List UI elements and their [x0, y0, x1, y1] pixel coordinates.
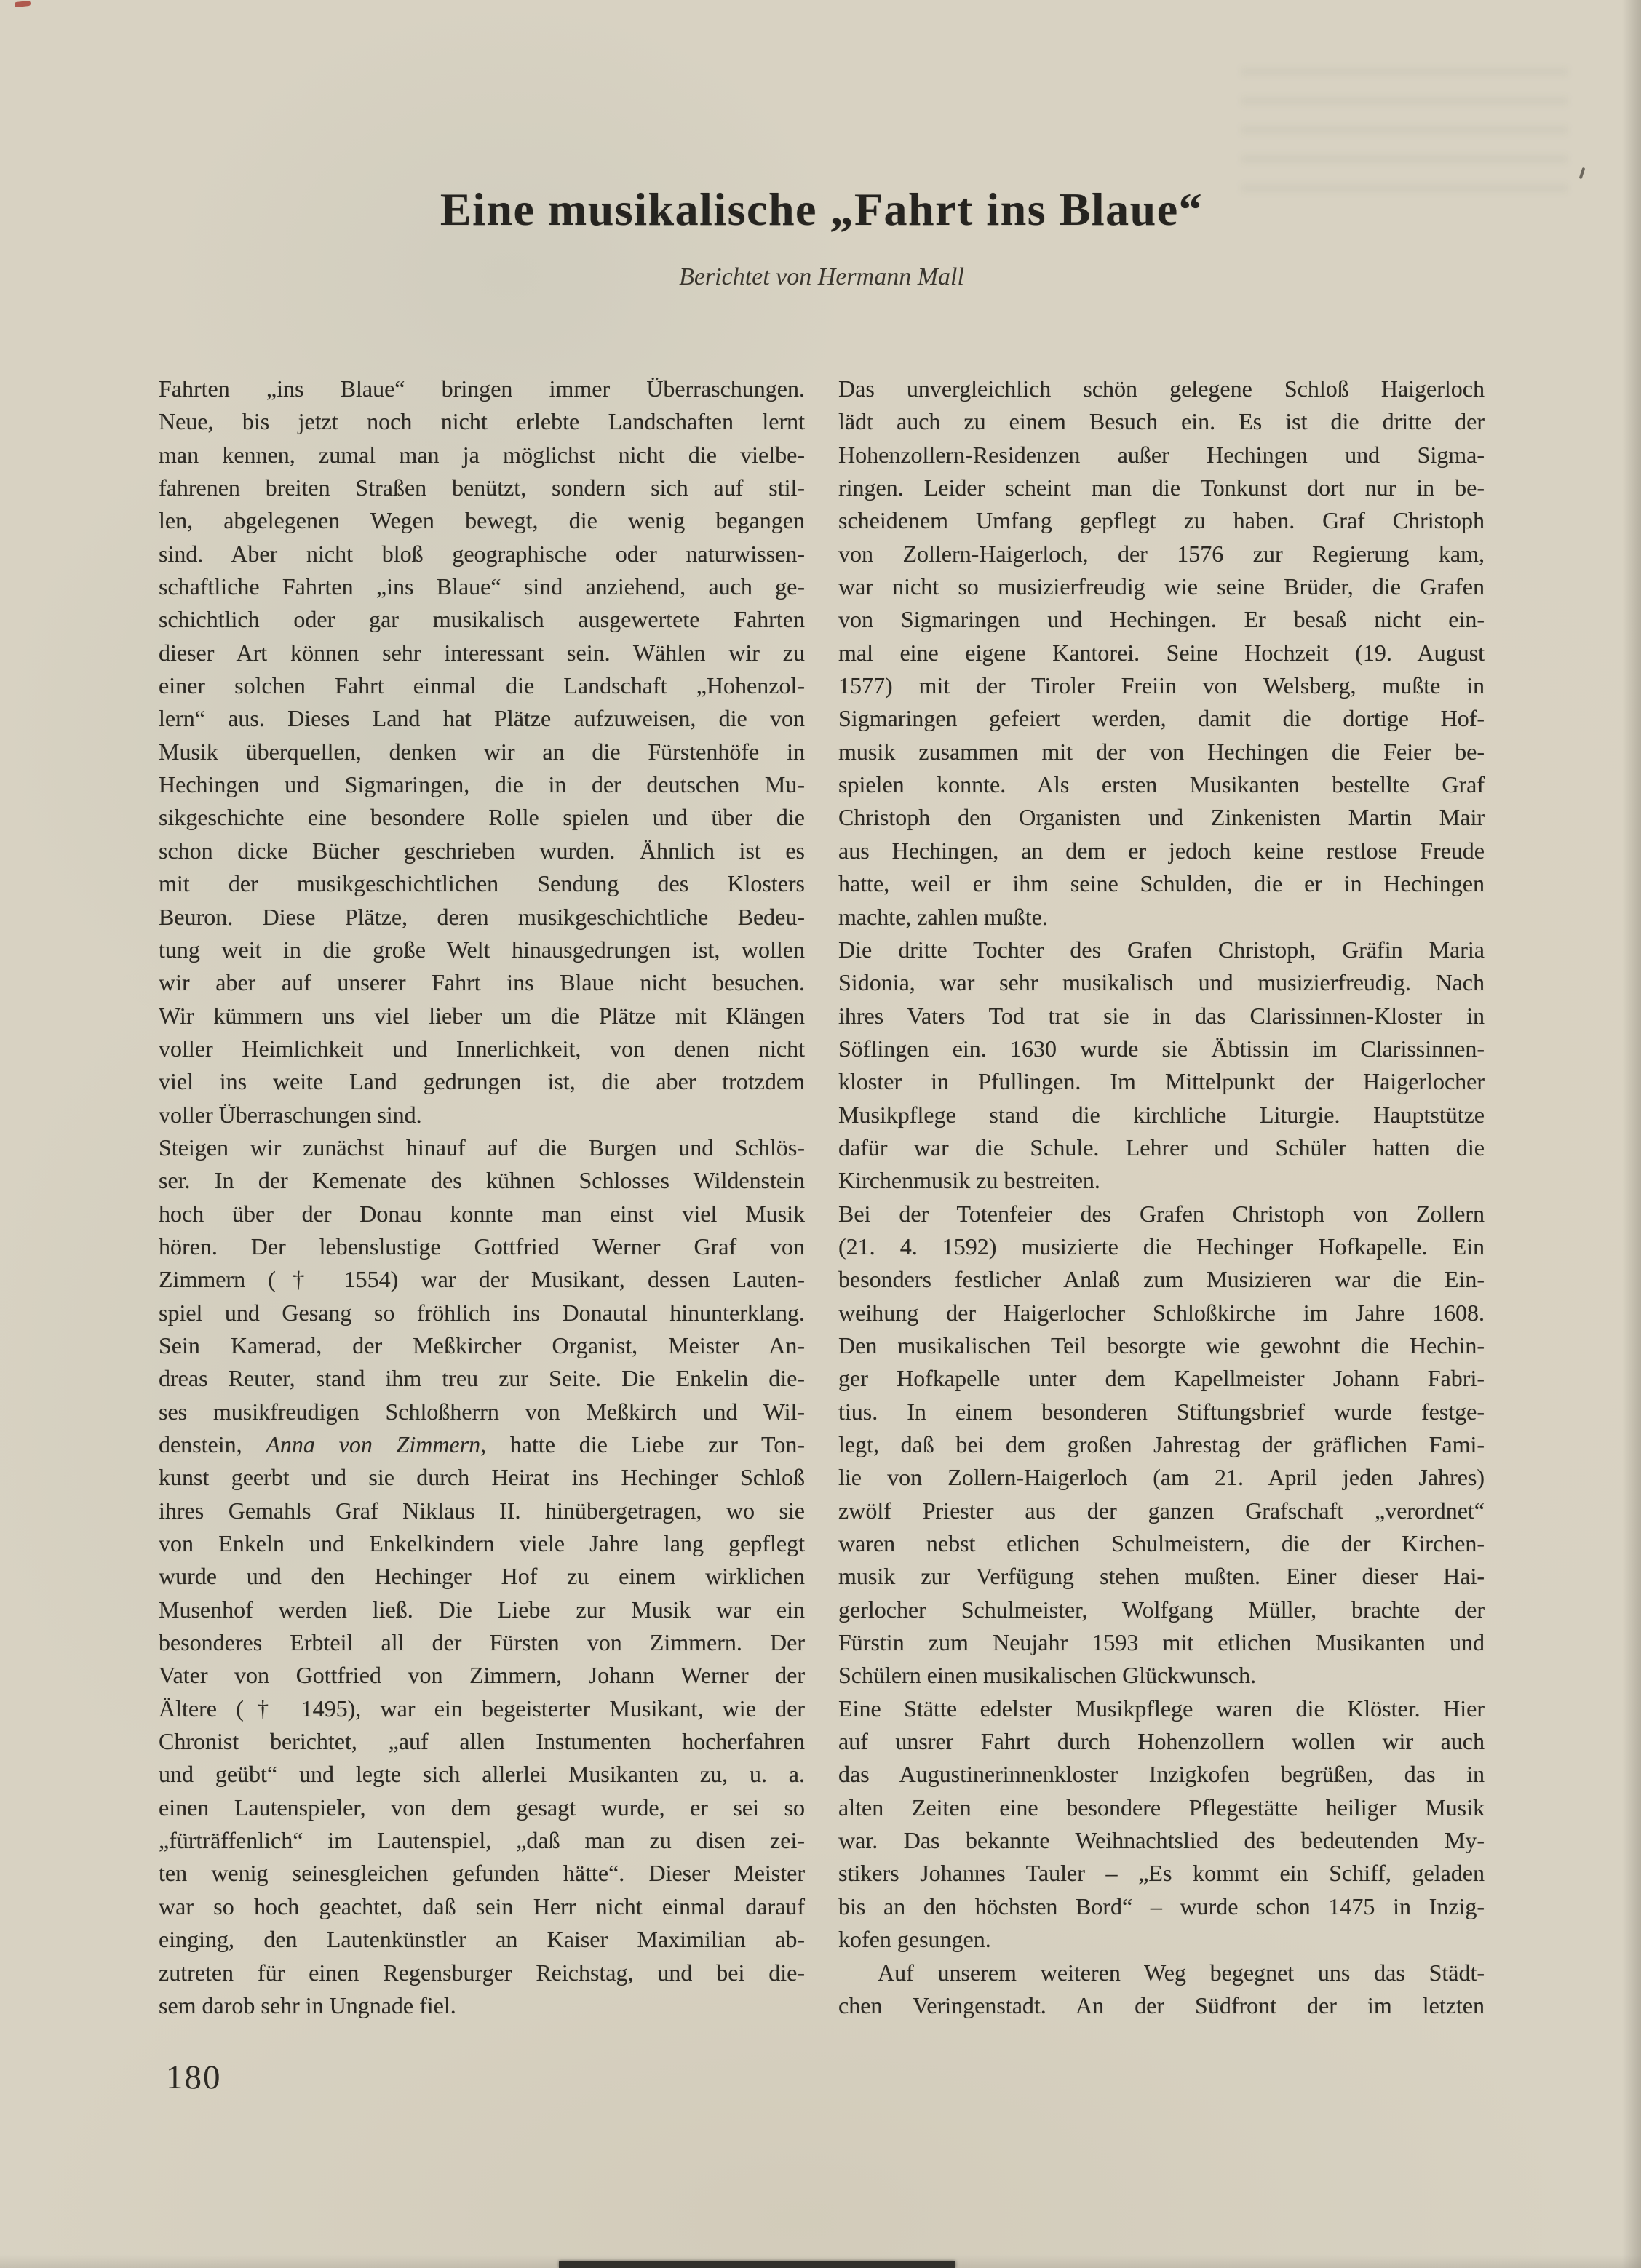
text-line: Auf unserem weiteren Weg begegnet uns das Städt- [878, 1959, 1485, 1986]
text-line: (21. 4. 1592) musizierte die Hechinger Hofkapelle. Ein [838, 1233, 1485, 1260]
text-line: besonderes Erbteil all der Fürsten von Zimmern. Der [159, 1629, 805, 1656]
text-line: dreas Reuter, stand ihm treu zur Seite. Die Enkelin die- [159, 1365, 805, 1392]
text-line: Sein Kamerad, der Meßkircher Organist, Meister An- [159, 1332, 805, 1358]
text-line: ses musikfreudigen Schloßherrn von Meßkirch und Wil- [159, 1398, 805, 1425]
text-line: einer solchen Fahrt einmal die Landschaft „Hohenzol- [159, 672, 805, 699]
text-line: das Augustinerinnenkloster Inzigkofen begrüßen, das in [838, 1761, 1485, 1788]
text-line: waren nebst etlichen Schulmeistern, die der Kirchen- [838, 1530, 1485, 1557]
text-line: musik zusammen mit der von Hechingen die Feier be- [838, 738, 1485, 765]
text-line: bis an den höchsten Bord“ – wurde schon 1475 in Inzig- [838, 1893, 1485, 1919]
text-line: Hechingen und Sigmaringen, die in der deutschen Mu- [159, 771, 805, 798]
text-line: war nicht so musizierfreudig wie seine Brüder, die Grafen [838, 573, 1485, 600]
text-line: von Enkeln und Enkelkindern viele Jahre lang gepflegt [159, 1530, 805, 1557]
text-line: Neue, bis jetzt noch nicht erlebte Landschaften lernt [159, 408, 805, 435]
text-line: zwölf Priester aus der ganzen Grafschaft „verordnet“ [838, 1497, 1485, 1524]
text-line: legt, daß bei dem großen Jahrestag der gräflichen Fami- [838, 1431, 1485, 1457]
text-line: lie von Zollern-Haigerloch (am 21. April jeden Jahres) [838, 1464, 1485, 1491]
text-line: Die dritte Tochter des Grafen Christoph, Gräfin Maria [838, 936, 1485, 963]
text-line: Sigmaringen gefeiert werden, damit die dortige Hof- [838, 705, 1485, 732]
text-line: Zimmern († 1554) war der Musikant, dessen Lauten- [159, 1266, 805, 1293]
text-line: Fürstin zum Neujahr 1593 mit etlichen Musikanten und [838, 1629, 1485, 1656]
article-title: Eine musikalische „Fahrt ins Blaue“ [440, 183, 1204, 235]
text-line: war. Das bekannte Weihnachtslied des bedeutenden My- [838, 1827, 1485, 1854]
text-line: von Zollern-Haigerloch, der 1576 zur Regierung kam, [838, 540, 1485, 567]
text-line: alten Zeiten eine besondere Pflegestätte heiliger Musik [838, 1794, 1485, 1821]
text-line: fahrenen breiten Straßen benützt, sondern sich auf stil- [159, 474, 805, 501]
text-line: 1577) mit der Tiroler Freiin von Welsberg, mußte in [838, 672, 1485, 699]
text-line: dafür war die Schule. Lehrer und Schüler hatten die [838, 1134, 1485, 1161]
article-byline: Berichtet von Hermann Mall [679, 263, 964, 290]
text-line: tius. In einem besonderen Stiftungsbrief wurde festge- [838, 1398, 1485, 1425]
text-line: wir aber auf unserer Fahrt ins Blaue nicht besuchen. [159, 969, 805, 996]
text-line: lern“ aus. Dieses Land hat Plätze aufzuweisen, die von [159, 705, 805, 732]
text-line: zutreten für einen Regensburger Reichstag, und bei die- [159, 1959, 805, 1986]
text-line: Den musikalischen Teil besorgte wie gewohnt die Hechin- [838, 1332, 1485, 1358]
text-line: besonders festlicher Anlaß zum Musizieren war die Ein- [838, 1266, 1485, 1293]
text-line: mal eine eigene Kantorei. Seine Hochzeit (19. August [838, 639, 1485, 666]
page-number: 180 [166, 2058, 222, 2096]
text-line: chen Veringenstadt. An der Südfront der im letzten [838, 1992, 1485, 2018]
text-line: Ältere († 1495), war ein begeisterter Musikant, wie der [159, 1695, 805, 1722]
text-line: hören. Der lebenslustige Gottfried Werner Graf von [159, 1233, 805, 1260]
text-line: und geübt“ und legte sich allerlei Musikanten zu, u. a. [159, 1761, 805, 1788]
text-line: Sidonia, war sehr musikalisch und musizierfreudig. Nach [838, 969, 1485, 996]
text-line: spielen konnte. Als ersten Musikanten bestellte Graf [838, 771, 1485, 798]
text-line: ten wenig seinesgleichen gefunden hätte“. Dieser Meister [159, 1860, 805, 1887]
text-line: len, abgelegenen Wegen bewegt, die wenig begangen [159, 507, 805, 534]
text-line: Bei der Totenfeier des Grafen Christoph von Zollern [838, 1200, 1485, 1227]
showthrough-text-ghost [1241, 67, 1568, 194]
text-line: Chronist berichtet, „auf allen Instumenten hocherfahren [159, 1728, 805, 1755]
text-line: aus Hechingen, an dem er jedoch keine restlose Freude [838, 837, 1485, 864]
text-line: hatte, weil er ihm seine Schulden, die er in Hechingen [838, 870, 1485, 897]
text-line: kloster in Pfullingen. Im Mittelpunkt der Haigerlocher [838, 1068, 1485, 1095]
text-line: spiel und Gesang so fröhlich ins Donautal hinunterklang. [159, 1299, 805, 1326]
text-line: dieser Art können sehr interessant sein. Wählen wir zu [159, 639, 805, 666]
text-line: schaftliche Fahrten „ins Blaue“ sind anziehend, auch ge- [159, 573, 805, 600]
text-line: Fahrten „ins Blaue“ bringen immer Überraschungen. [159, 375, 805, 402]
text-line: tung weit in die große Welt hinausgedrungen ist, wollen [159, 936, 805, 963]
text-line: schon dicke Bücher geschrieben wurden. Ähnlich ist es [159, 837, 805, 864]
text-line: Söflingen ein. 1630 wurde sie Äbtissin im Clarissinnen- [838, 1035, 1485, 1062]
text-line: denstein, Anna von Zimmern, hatte die Liebe zur Ton- [159, 1431, 806, 1457]
text-line: ihres Gemahls Graf Niklaus II. hinübergetragen, wo sie [159, 1497, 805, 1524]
text-line: einen Lautenspieler, von dem gesagt wurde, er sei so [159, 1794, 805, 1821]
text-line: hoch über der Donau konnte man einst viel Musik [159, 1200, 805, 1227]
text-line: „fürträffenlich“ im Lautenspiel, „daß man zu disen zei- [159, 1827, 805, 1854]
text-line: mit der musikgeschichtlichen Sendung des Klosters [159, 870, 805, 897]
text-line: war so hoch geachtet, daß sein Herr nicht einmal darauf [159, 1893, 805, 1919]
scan-edge-artifact-bar [559, 2261, 955, 2268]
text-line: man kennen, zumal man ja möglichst nicht die vielbe- [159, 441, 805, 468]
text-line: Schülern einen musikalischen Glückwunsch. [838, 1662, 1257, 1689]
text-line: Musik überquellen, denken wir an die Fürstenhöfe in [159, 738, 805, 765]
text-line: Kirchenmusik zu bestreiten. [838, 1167, 1100, 1194]
text-line: sikgeschichte eine besondere Rolle spielen und über die [159, 804, 805, 831]
text-line: machte, zahlen mußte. [838, 903, 1048, 930]
red-ink-speck [15, 1, 31, 7]
text-line: gerlocher Schulmeister, Wolfgang Müller, brachte der [838, 1596, 1485, 1623]
text-line: schichtlich oder gar musikalisch ausgewertete Fahrten [159, 606, 805, 633]
text-line: kunst geerbt und sie durch Heirat ins Hechinger Schloß [159, 1464, 805, 1491]
text-line: lädt auch zu einem Besuch ein. Es ist die dritte der [838, 408, 1485, 435]
page-edge-shadow-right [1622, 0, 1641, 2268]
text-line: sind. Aber nicht bloß geographische oder naturwissen- [159, 540, 805, 567]
text-line: stikers Johannes Tauler – „Es kommt ein Schiff, geladen [838, 1860, 1485, 1887]
text-line: kofen gesungen. [838, 1926, 991, 1953]
text-column-left [159, 373, 805, 2022]
text-line: voller Überraschungen sind. [159, 1101, 422, 1128]
text-column-right [838, 373, 1485, 2022]
text-line: ger Hofkapelle unter dem Kapellmeister Johann Fabri- [838, 1365, 1485, 1392]
text-line: Christoph den Organisten und Zinkenisten Martin Mair [838, 804, 1485, 831]
text-line: von Sigmaringen und Hechingen. Er besaß nicht ein- [838, 606, 1485, 633]
text-line: Beuron. Diese Plätze, deren musikgeschichtliche Bedeu- [159, 903, 805, 930]
text-line: viel ins weite Land gedrungen ist, die aber trotzdem [159, 1068, 805, 1095]
text-line: Steigen wir zunächst hinauf auf die Burgen und Schlös- [159, 1134, 805, 1161]
text-line: scheidenem Umfang gepflegt zu haben. Graf Christoph [838, 507, 1485, 534]
text-line: ser. In der Kemenate des kühnen Schlosses Wildenstein [159, 1167, 805, 1194]
text-line: musik zur Verfügung stehen mußten. Einer dieser Hai- [838, 1563, 1485, 1590]
text-line: wurde und den Hechinger Hof zu einem wirklichen [159, 1563, 805, 1590]
pen-mark [1579, 167, 1586, 179]
text-line: Vater von Gottfried von Zimmern, Johann Werner der [159, 1662, 805, 1689]
text-line: Das unvergleichlich schön gelegene Schloß Haigerloch [838, 375, 1485, 402]
text-line: einging, den Lautenkünstler an Kaiser Maximilian ab- [159, 1926, 805, 1953]
text-line: Hohenzollern-Residenzen außer Hechingen und Sigma- [838, 441, 1485, 468]
text-line: Wir kümmern uns viel lieber um die Plätze mit Klängen [159, 1002, 805, 1029]
text-line: Eine Stätte edelster Musikpflege waren die Klöster. Hier [838, 1695, 1485, 1722]
text-line: auf unsrer Fahrt durch Hohenzollern wollen wir auch [838, 1728, 1485, 1755]
text-line: ihres Vaters Tod trat sie in das Clarissinnen-Kloster in [838, 1002, 1485, 1029]
text-line: weihung der Haigerlocher Schloßkirche im Jahre 1608. [838, 1299, 1485, 1326]
text-line: voller Heimlichkeit und Innerlichkeit, von denen nicht [159, 1035, 805, 1062]
text-line: Musikpflege stand die kirchliche Liturgie. Hauptstütze [838, 1101, 1485, 1128]
text-line: Musenhof werden ließ. Die Liebe zur Musik war ein [159, 1596, 805, 1623]
text-line: sem darob sehr in Ungnade fiel. [159, 1992, 456, 2018]
text-line: ringen. Leider scheint man die Tonkunst dort nur in be- [838, 474, 1485, 501]
